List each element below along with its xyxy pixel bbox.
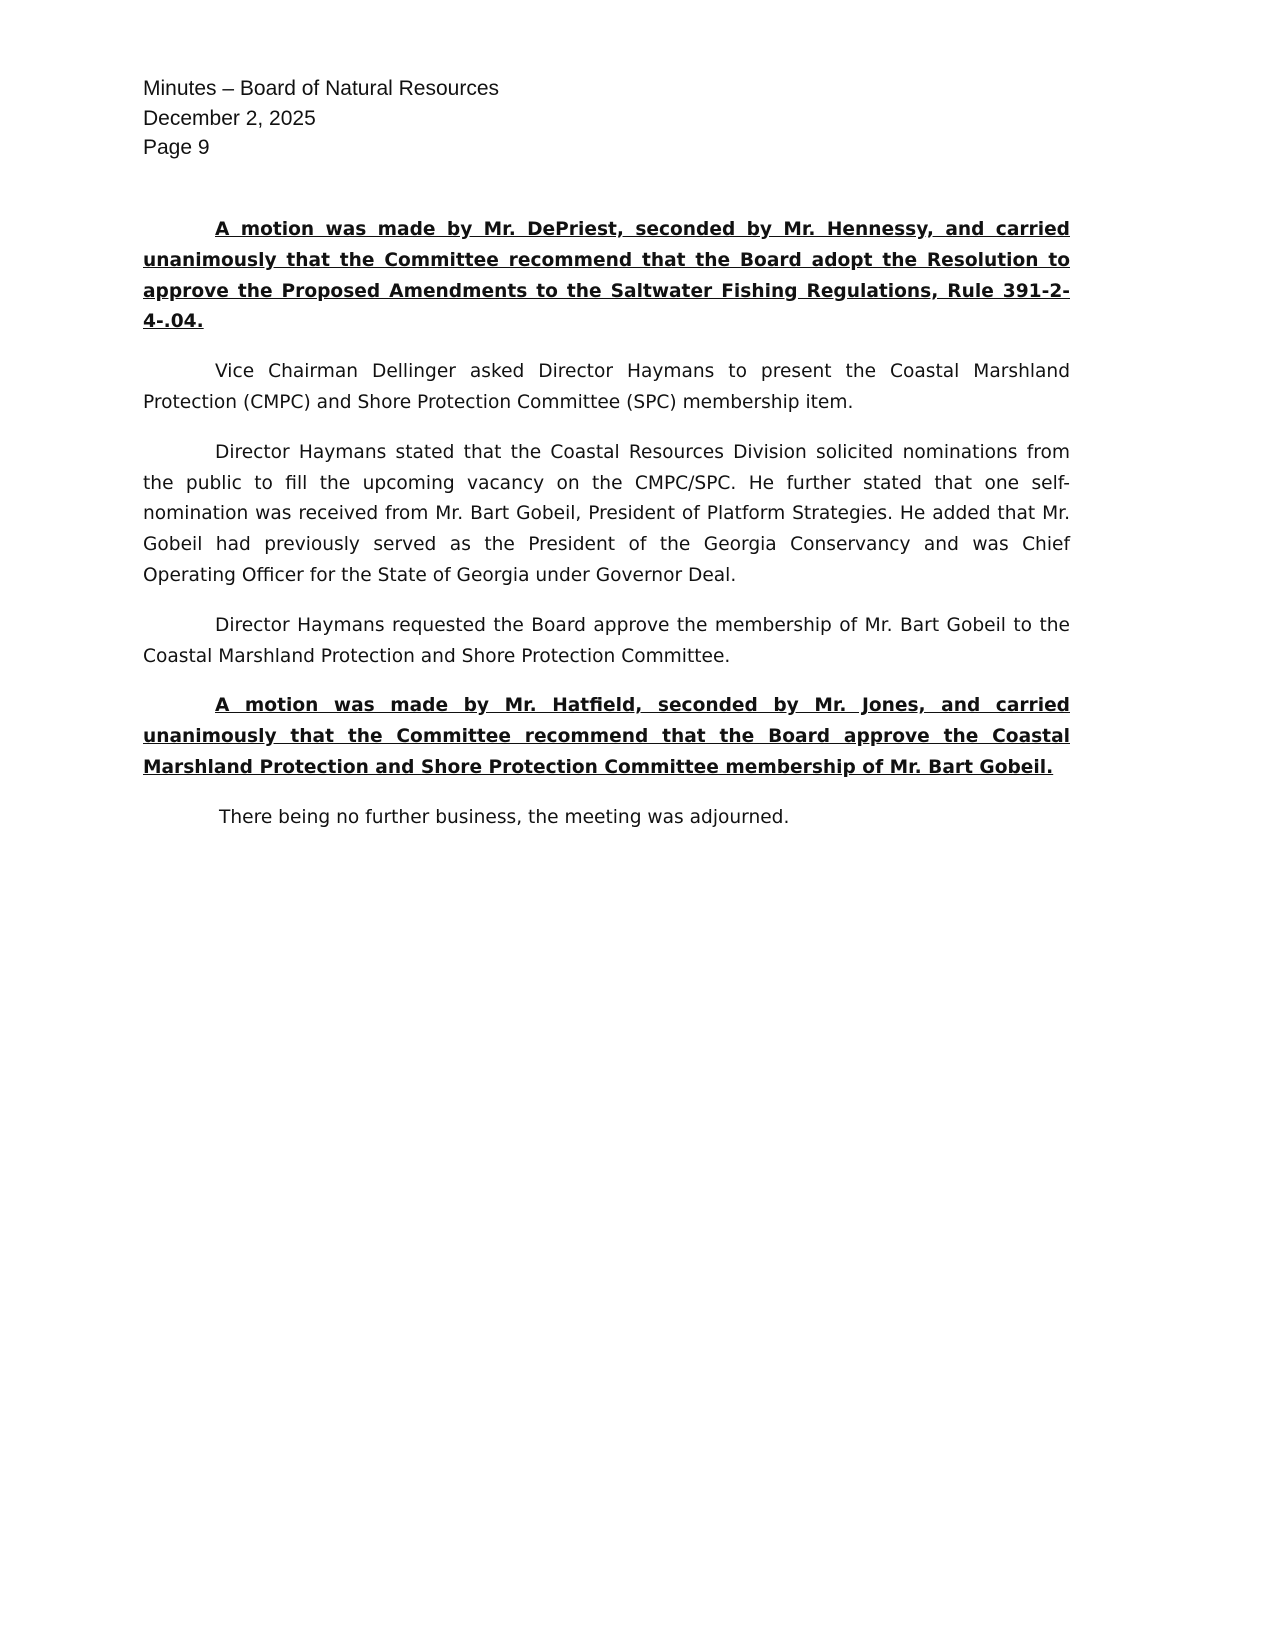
page-number: Page 9	[143, 136, 210, 159]
paragraph-nominations: Director Haymans stated that the Coastal Resources Division solicited nominations from the public to fill the upcoming vacancy on the CMPC/SPC. He further stated that one self-nomination was received from Mr. Bart Gobeil, President of Platform Strategies. He added that Mr. Gobeil had previously served as the President of the Georgia Conservancy and was Chief Operating Officer for the State of Georgia under Governor Deal.	[143, 441, 1070, 586]
minutes-body	[143, 215, 1070, 853]
page-header	[143, 74, 499, 163]
paragraph-cmpc-item: Vice Chairman Dellinger asked Director Haymans to present the Coastal Marshland Protection (CMPC) and Shore Protection Committee (SPC) membership item.	[143, 361, 1070, 413]
document-date: December 2, 2025	[143, 106, 316, 130]
motion-membership-approval: A motion was made by Mr. Hatfield, seconded by Mr. Jones, and carried unanimously that the Committee recommend that the Board approve the Coastal Marshland Protection and Shore Protection Committee membership of Mr. Bart Gobeil.	[143, 695, 1070, 778]
paragraph-adjournment: There being no further business, the meeting was adjourned.	[219, 806, 790, 828]
document-title: Minutes – Board of Natural Resources	[143, 77, 500, 100]
paragraph-membership-request: Director Haymans requested the Board approve the membership of Mr. Bart Gobeil to the Coastal Marshland Protection and Shore Protection Committee.	[143, 614, 1070, 667]
motion-saltwater-regulations: A motion was made by Mr. DePriest, seconded by Mr. Hennessy, and carried unanimously that the Committee recommend that the Board adopt the Resolution to approve the Proposed Amendments to the Saltwater Fishing Regulations, Rule 391-2-4-.04.	[143, 219, 1070, 333]
